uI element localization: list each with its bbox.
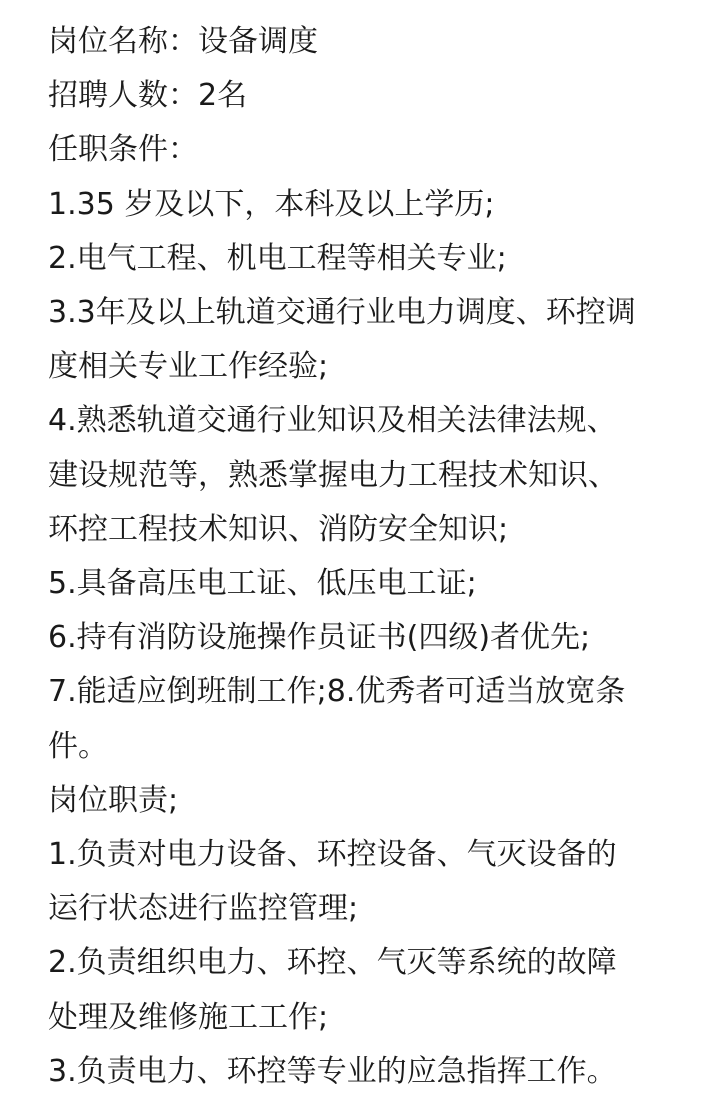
headcount-value: 2名 — [198, 78, 248, 114]
position-name-row — [48, 15, 708, 69]
requirement-item-continuation: 度相关专业工作经验; — [48, 349, 329, 385]
duty-item: 2.负责组织电力、环控、气灭等系统的故障 — [48, 945, 617, 981]
requirement-item: 2.电气工程、机电工程等相关专业; — [48, 240, 507, 276]
requirement-item: 5.具备高压电工证、低压电工证; — [48, 566, 477, 602]
requirement-item: 4.熟悉轨道交通行业知识及相关法律法规、 — [48, 403, 617, 439]
position-name-value: 设备调度 — [198, 24, 318, 59]
requirement-item-continuation: 建设规范等，熟悉掌握电力工程技术知识、 — [48, 457, 618, 493]
headcount-row — [48, 69, 708, 123]
job-posting — [48, 15, 708, 1099]
requirement-item: 6.持有消防设施操作员证书(四级)者优先; — [48, 620, 591, 656]
duty-item: 1.负责对电力设备、环控设备、气灭设备的 — [48, 837, 617, 873]
headcount-label: 招聘人数： — [48, 78, 198, 114]
requirement-item: 1.35 岁及以下，本科及以上学历; — [48, 186, 495, 222]
requirement-item-continuation: 件。 — [48, 728, 108, 764]
requirement-item-continuation: 环控工程技术知识、消防安全知识; — [48, 511, 509, 547]
duties-heading: 岗位职责; — [48, 782, 179, 818]
duty-item: 3.负责电力、环控等专业的应急指挥工作。 — [48, 1053, 617, 1089]
requirements-list — [48, 178, 708, 774]
duty-item-continuation: 处理及维修施工工作; — [48, 999, 329, 1035]
requirement-item: 7.能适应倒班制工作;8.优秀者可适当放宽条 — [48, 674, 626, 710]
requirements-heading: 任职条件： — [48, 132, 198, 168]
position-name-label: 岗位名称： — [48, 24, 198, 59]
duty-item-continuation: 运行状态进行监控管理; — [48, 891, 359, 927]
requirement-item: 3.3年及以上轨道交通行业电力调度、环控调 — [48, 295, 636, 331]
duties-list — [48, 828, 708, 1099]
